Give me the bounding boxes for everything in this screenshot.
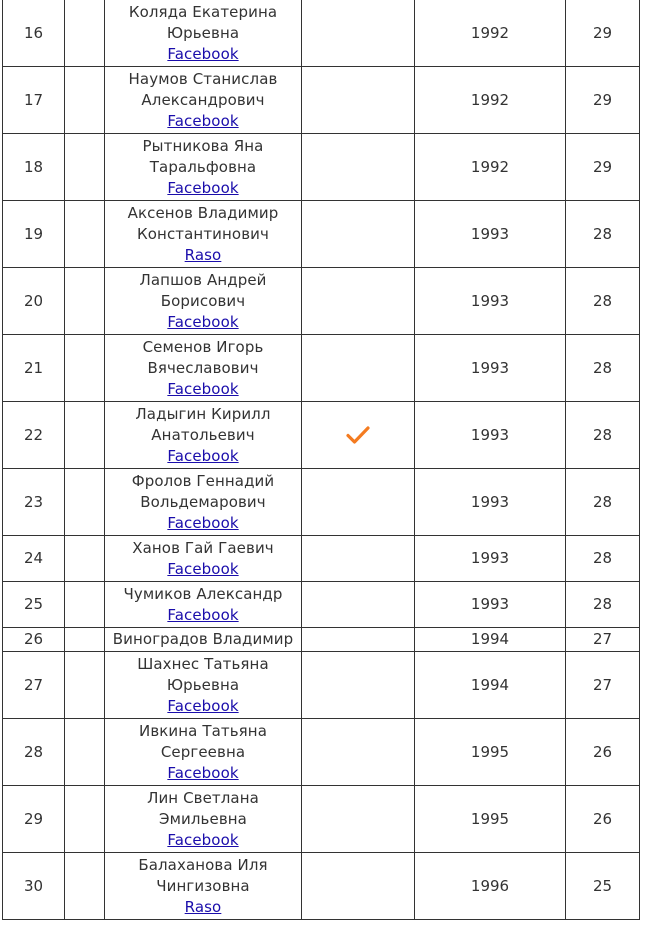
birth-year: 1996: [415, 853, 566, 920]
age: 28: [566, 268, 640, 335]
mark-cell: [302, 268, 415, 335]
mark-cell: [302, 67, 415, 134]
person-name: Виноградов Владимир: [112, 630, 294, 648]
empty-cell: [65, 582, 105, 628]
person-name: Фролов Геннадий Вольдемарович: [131, 471, 275, 511]
person-name: Ладыгин Кирилл Анатольевич: [135, 404, 271, 444]
row-number: 25: [3, 582, 65, 628]
age: 29: [566, 67, 640, 134]
row-number: 24: [3, 536, 65, 582]
row-number: 18: [3, 134, 65, 201]
person-name: Ивкина Татьяна Сергеевна: [139, 721, 267, 761]
table-row: [3, 628, 640, 652]
empty-cell: [65, 853, 105, 920]
table-row: [3, 582, 640, 628]
birth-year: 1993: [415, 469, 566, 536]
person-cell: [105, 335, 302, 402]
person-cell: [105, 853, 302, 920]
age: 28: [566, 402, 640, 469]
profile-link[interactable]: Facebook: [167, 178, 239, 197]
table-row: [3, 652, 640, 719]
mark-cell: [302, 201, 415, 268]
age: 26: [566, 786, 640, 853]
empty-cell: [65, 719, 105, 786]
age: 28: [566, 536, 640, 582]
profile-link[interactable]: Facebook: [167, 446, 239, 465]
empty-cell: [65, 335, 105, 402]
birth-year: 1993: [415, 201, 566, 268]
birth-year: 1993: [415, 402, 566, 469]
mark-cell: [302, 628, 415, 652]
age: 27: [566, 652, 640, 719]
profile-link[interactable]: Facebook: [167, 559, 239, 578]
person-name: Балаханова Иля Чингизовна: [138, 855, 268, 895]
row-number: 27: [3, 652, 65, 719]
profile-link[interactable]: Raso: [184, 897, 222, 916]
table-row: [3, 469, 640, 536]
birth-year: 1992: [415, 0, 566, 67]
birth-year: 1993: [415, 268, 566, 335]
row-number: 16: [3, 0, 65, 67]
birth-year: 1994: [415, 652, 566, 719]
age: 28: [566, 201, 640, 268]
empty-cell: [65, 0, 105, 67]
checkmark-icon: [346, 425, 370, 445]
mark-cell: [302, 786, 415, 853]
mark-cell: [302, 402, 415, 469]
row-number: 22: [3, 402, 65, 469]
age: 27: [566, 628, 640, 652]
person-cell: [105, 469, 302, 536]
person-name: Лапшов Андрей Борисович: [139, 270, 267, 310]
age: 25: [566, 853, 640, 920]
person-cell: [105, 268, 302, 335]
birth-year: 1994: [415, 628, 566, 652]
mark-cell: [302, 469, 415, 536]
mark-cell: [302, 853, 415, 920]
profile-link[interactable]: Raso: [184, 245, 222, 264]
person-cell: [105, 719, 302, 786]
mark-cell: [302, 719, 415, 786]
row-number: 23: [3, 469, 65, 536]
person-name: Семенов Игорь Вячеславович: [142, 337, 264, 377]
table-row: [3, 853, 640, 920]
row-number: 26: [3, 628, 65, 652]
empty-cell: [65, 402, 105, 469]
age: 29: [566, 134, 640, 201]
person-name: Лин Светлана Эмильевна: [147, 788, 259, 828]
empty-cell: [65, 134, 105, 201]
person-cell: [105, 582, 302, 628]
person-name: Наумов Станислав Александрович: [128, 69, 278, 109]
table-row: [3, 786, 640, 853]
profile-link[interactable]: Facebook: [167, 44, 239, 63]
people-table: [2, 0, 640, 920]
row-number: 29: [3, 786, 65, 853]
birth-year: 1993: [415, 335, 566, 402]
age: 26: [566, 719, 640, 786]
person-name: Коляда Екатерина Юрьевна: [128, 2, 278, 42]
row-number: 21: [3, 335, 65, 402]
birth-year: 1995: [415, 786, 566, 853]
empty-cell: [65, 67, 105, 134]
table-row: [3, 134, 640, 201]
profile-link[interactable]: Facebook: [167, 696, 239, 715]
profile-link[interactable]: Facebook: [167, 111, 239, 130]
person-name: Ханов Гай Гаевич: [132, 538, 274, 557]
mark-cell: [302, 134, 415, 201]
table-body: [3, 0, 640, 920]
mark-cell: [302, 582, 415, 628]
profile-link[interactable]: Facebook: [167, 379, 239, 398]
table-row: [3, 0, 640, 67]
profile-link[interactable]: Facebook: [167, 513, 239, 532]
mark-cell: [302, 335, 415, 402]
row-number: 20: [3, 268, 65, 335]
person-name: Чумиков Александр: [123, 584, 283, 603]
person-cell: [105, 402, 302, 469]
empty-cell: [65, 786, 105, 853]
mark-cell: [302, 652, 415, 719]
birth-year: 1992: [415, 67, 566, 134]
table-row: [3, 67, 640, 134]
birth-year: 1992: [415, 134, 566, 201]
age: 28: [566, 469, 640, 536]
person-name: Рытникова Яна Таральфовна: [142, 136, 264, 176]
age: 29: [566, 0, 640, 67]
profile-link[interactable]: Facebook: [167, 312, 239, 331]
empty-cell: [65, 628, 105, 652]
birth-year: 1993: [415, 536, 566, 582]
table-row: [3, 201, 640, 268]
row-number: 19: [3, 201, 65, 268]
row-number: 17: [3, 67, 65, 134]
person-name: Шахнес Татьяна Юрьевна: [137, 654, 269, 694]
person-cell: [105, 652, 302, 719]
profile-link[interactable]: Facebook: [167, 830, 239, 849]
empty-cell: [65, 201, 105, 268]
table-row: [3, 335, 640, 402]
person-cell: [105, 134, 302, 201]
person-cell: [105, 0, 302, 67]
table-row: [3, 268, 640, 335]
person-cell: [105, 67, 302, 134]
row-number: 28: [3, 719, 65, 786]
person-cell: [105, 201, 302, 268]
person-name: Аксенов Владимир Константинович: [127, 203, 279, 243]
row-number: 30: [3, 853, 65, 920]
mark-cell: [302, 536, 415, 582]
empty-cell: [65, 469, 105, 536]
person-cell: [105, 786, 302, 853]
table-row: [3, 402, 640, 469]
mark-cell: [302, 0, 415, 67]
profile-link[interactable]: Facebook: [167, 605, 239, 624]
profile-link[interactable]: Facebook: [167, 763, 239, 782]
person-cell: [105, 536, 302, 582]
empty-cell: [65, 652, 105, 719]
empty-cell: [65, 536, 105, 582]
birth-year: 1995: [415, 719, 566, 786]
table-row: [3, 719, 640, 786]
age: 28: [566, 582, 640, 628]
empty-cell: [65, 268, 105, 335]
person-cell: [105, 628, 302, 652]
birth-year: 1993: [415, 582, 566, 628]
age: 28: [566, 335, 640, 402]
table-row: [3, 536, 640, 582]
